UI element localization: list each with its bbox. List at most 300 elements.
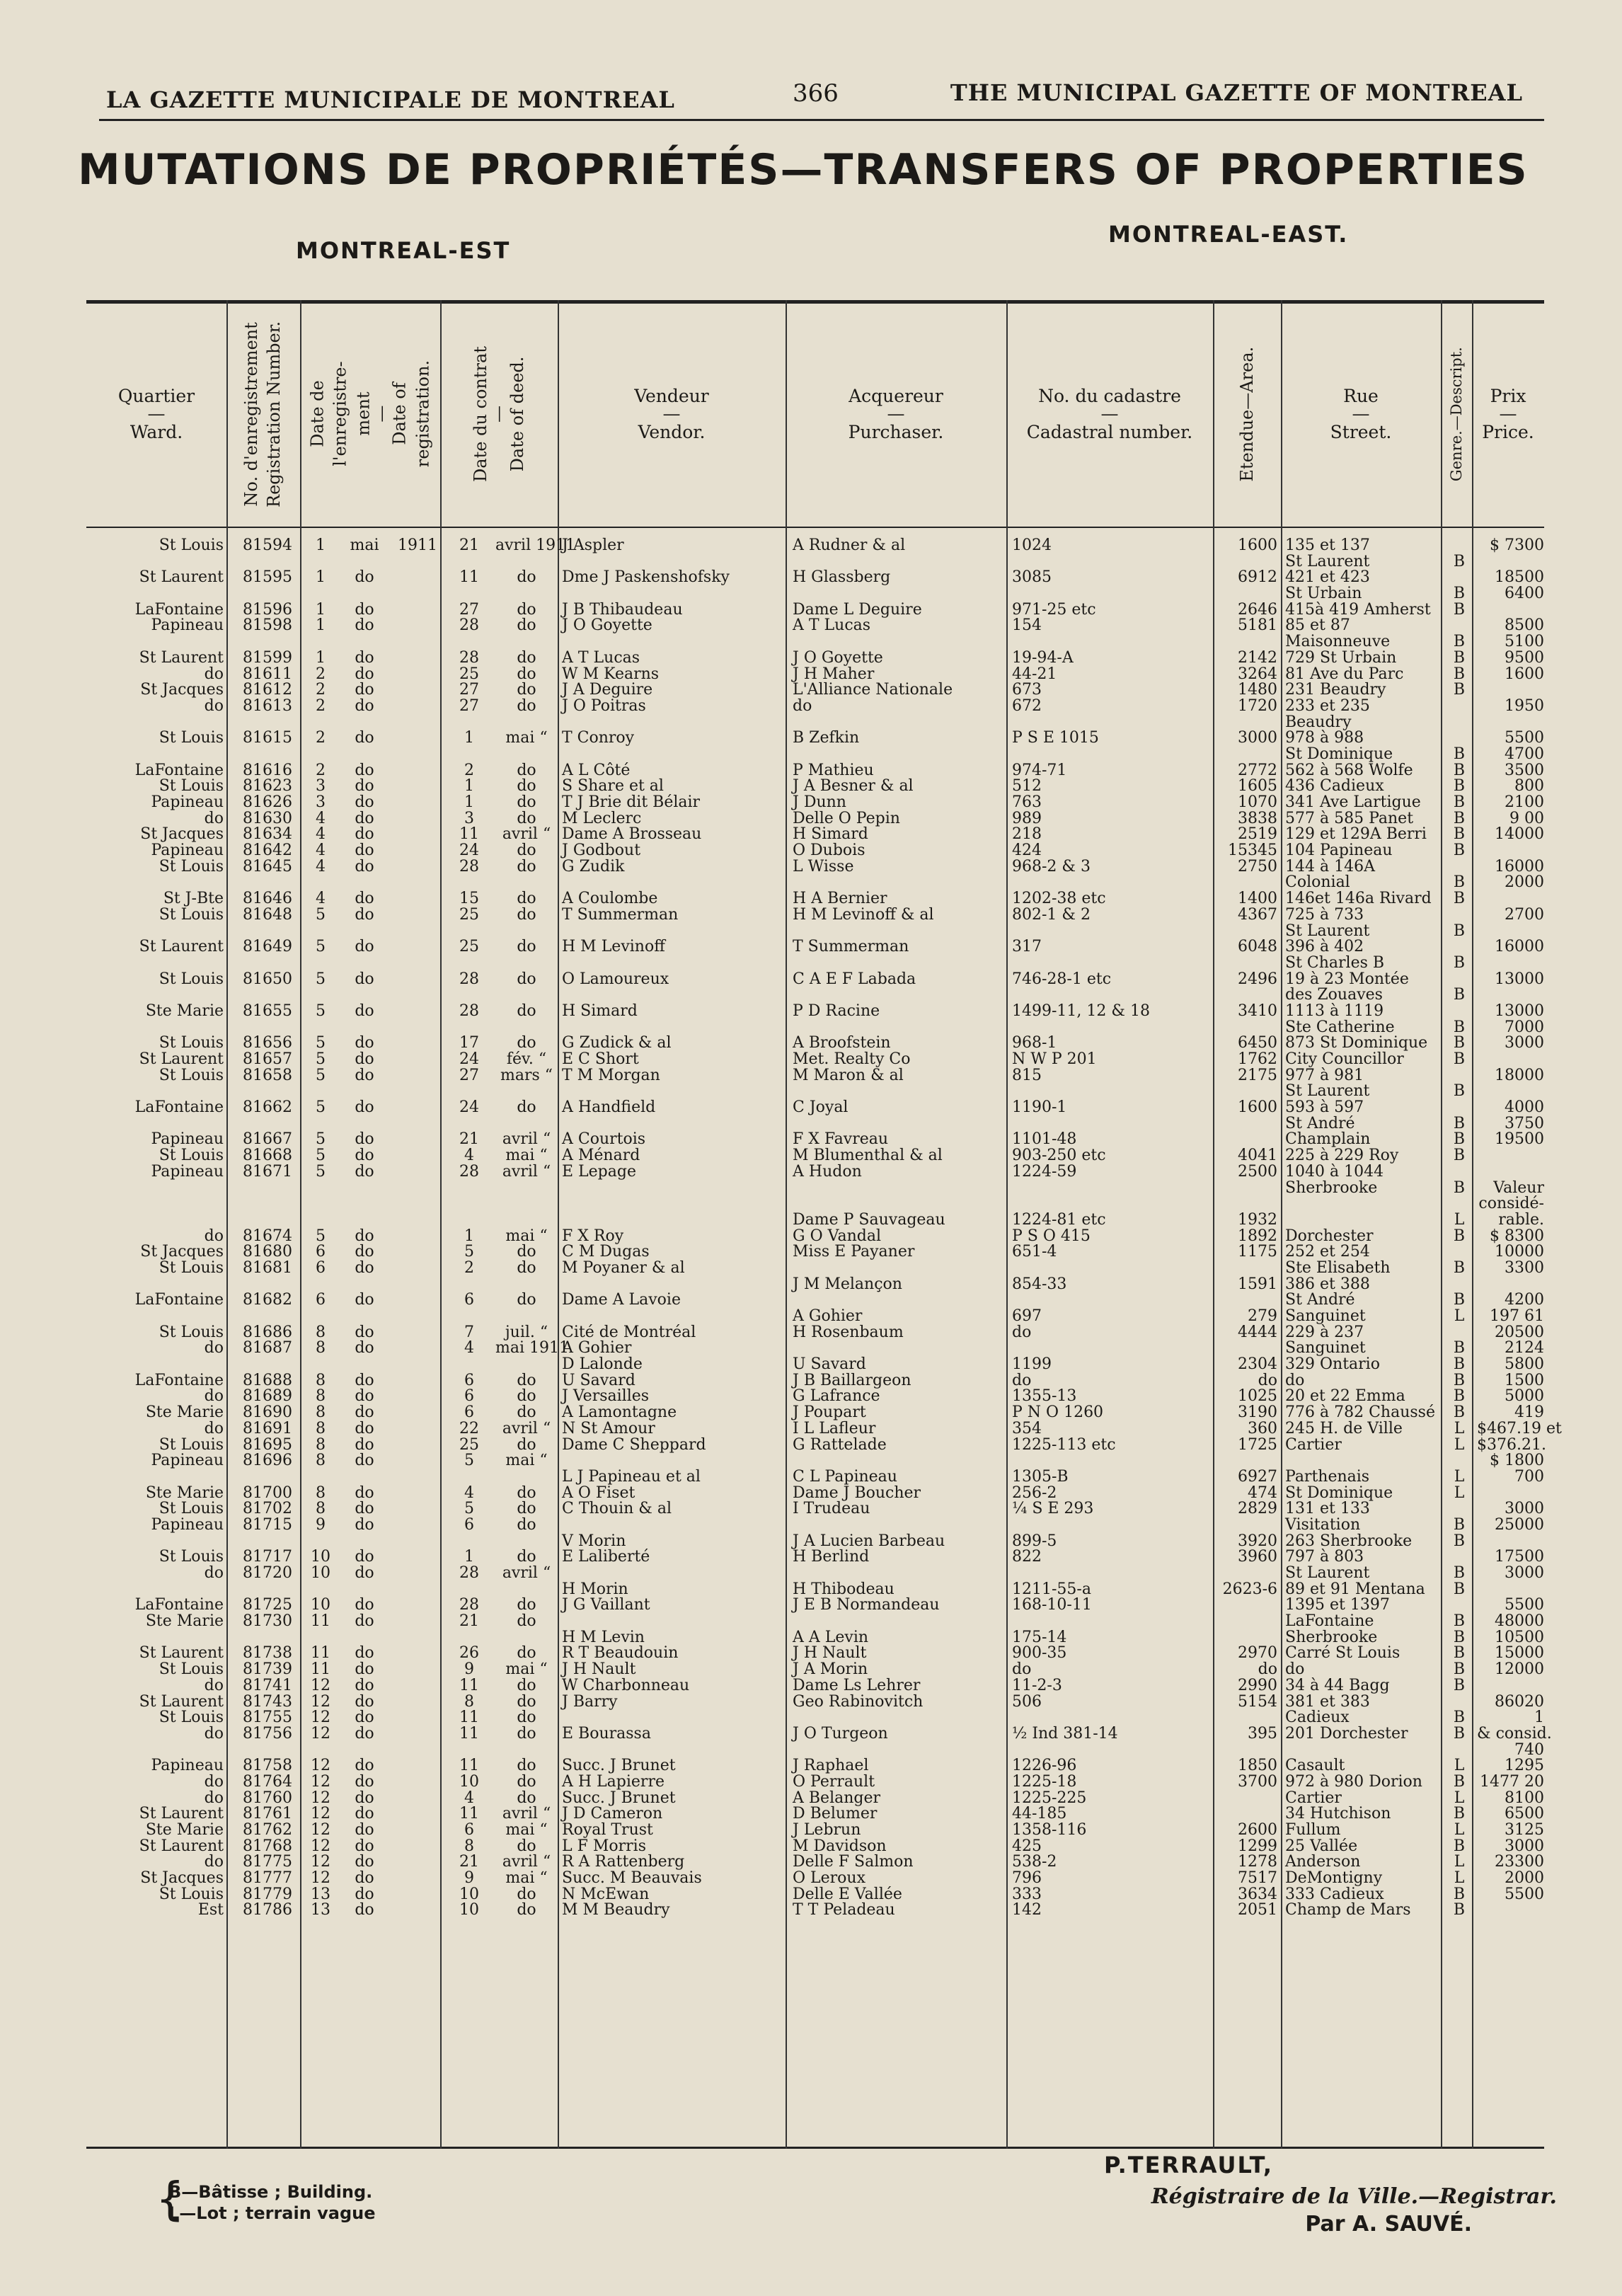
header-ward-en: Ward. (130, 422, 183, 442)
cell-genre: B (1453, 1371, 1466, 1389)
cell-street: Sanguinet (1285, 1339, 1366, 1357)
cell-deed-month: avril “ (502, 1564, 551, 1582)
cell-street: 797 à 803 (1285, 1548, 1364, 1566)
cell-genre: L (1454, 1419, 1465, 1437)
header-vendor (558, 306, 786, 522)
cell-deed-month: do (517, 809, 536, 827)
cell-street: 34 à 44 Bagg (1285, 1676, 1390, 1694)
cell-registration-month: do (355, 1339, 374, 1357)
cell-vendor: E Bourassa (562, 1724, 651, 1743)
cell-registration-number: 81760 (243, 1789, 292, 1807)
table-row (86, 586, 1544, 602)
cell-genre: L (1454, 1210, 1465, 1229)
cell-deed-day: 11 (459, 825, 479, 844)
cell-deed-day: 25 (459, 1435, 479, 1454)
cell-price: 16000 (1495, 857, 1544, 876)
cell-cadastral: 1202-38 etc (1012, 890, 1106, 908)
cell-ward: St J-Bte (163, 890, 224, 908)
cell-ward: St Laurent (139, 1050, 224, 1068)
cell-registration-month: do (355, 696, 374, 715)
cell-cadastral: 746-28-1 etc (1012, 970, 1112, 988)
table-row (86, 1501, 1544, 1517)
table-row (86, 682, 1544, 699)
cell-vendor: T Conroy (562, 729, 635, 747)
cell-vendor: N McEwan (562, 1885, 650, 1903)
cell-ward: do (204, 1419, 224, 1437)
cell-price: 5800 (1505, 1355, 1544, 1374)
cell-registration-day: 8 (316, 1404, 326, 1422)
cell-deed-day: 9 (464, 1869, 474, 1888)
cell-genre: B (1453, 777, 1466, 796)
cell-purchaser: A Broofstein (793, 1034, 891, 1052)
cell-street: 19 à 23 Montée (1285, 970, 1409, 988)
cell-deed-month: mai “ (505, 1227, 548, 1245)
cell-purchaser: P Mathieu (793, 761, 874, 779)
header-purchaser-en: Purchaser. (848, 422, 944, 442)
table-row (86, 1453, 1544, 1469)
cell-registration-number: 81611 (243, 665, 292, 683)
cell-price: 48000 (1495, 1612, 1544, 1631)
cell-deed-day: 5 (464, 1243, 474, 1261)
cell-vendor: A L Côté (562, 761, 631, 779)
cell-purchaser: C Joyal (793, 1098, 849, 1117)
cell-registration-number: 81777 (243, 1869, 292, 1888)
cell-registration-day: 8 (316, 1323, 326, 1341)
cell-price: 1 (1534, 1709, 1544, 1727)
cell-area: 2623-6 (1222, 1580, 1277, 1598)
cell-vendor: A Courtois (562, 1130, 646, 1149)
cell-deed-month: do (517, 600, 536, 619)
cell-cadastral: do (1012, 1323, 1032, 1341)
cell-cadastral: 822 (1012, 1548, 1042, 1566)
cell-vendor: T Summerman (562, 905, 679, 924)
cell-genre: B (1453, 1018, 1466, 1036)
cell-registration-day: 1 (316, 536, 326, 554)
table-row (86, 1357, 1544, 1373)
cell-area: 1720 (1238, 696, 1277, 715)
cell-registration-day: 2 (316, 761, 326, 779)
cell-price: 5500 (1505, 729, 1544, 747)
cell-purchaser: H Thibodeau (793, 1580, 895, 1598)
cell-street: Carré St Louis (1285, 1644, 1400, 1663)
cell-street: 233 et 235 (1285, 696, 1370, 715)
cell-deed-month: do (517, 1692, 536, 1711)
cell-deed-month: do (517, 616, 536, 635)
cell-street: do (1285, 1371, 1305, 1389)
table-row (86, 634, 1544, 650)
header-cadastral-fr: No. du cadastre (1038, 385, 1181, 406)
cell-price: $376.21. (1477, 1435, 1546, 1454)
cell-cadastral: 1358-116 (1012, 1821, 1087, 1839)
cell-price: 419 (1514, 1404, 1544, 1422)
cell-purchaser: J Raphael (793, 1757, 869, 1775)
cell-genre: B (1453, 1339, 1466, 1357)
cell-deed-day: 9 (464, 1660, 474, 1679)
cell-registration-month: do (355, 1419, 374, 1437)
cell-price: Valeur (1493, 1178, 1544, 1197)
cell-genre: B (1453, 1178, 1466, 1197)
cell-ward: St Louis (159, 1548, 224, 1566)
cell-cadastral: 651-4 (1012, 1243, 1057, 1261)
cell-street: St Laurent (1285, 552, 1370, 570)
table-row (86, 1902, 1544, 1919)
cell-cadastral: do (1012, 1660, 1032, 1679)
table-row (86, 1309, 1544, 1325)
cell-cadastral: 175-14 (1012, 1628, 1067, 1646)
cell-deed-month: do (517, 1772, 536, 1791)
cell-deed-month: do (517, 938, 536, 956)
cell-deed-month: do (517, 1500, 536, 1518)
table-row (86, 1469, 1544, 1486)
table-row (86, 1597, 1544, 1614)
cell-registration-number: 81681 (243, 1258, 292, 1277)
cell-registration-month: do (355, 809, 374, 827)
cell-registration-day: 2 (316, 729, 326, 747)
cell-registration-day: 12 (311, 1724, 330, 1743)
cell-registration-month: do (355, 1837, 374, 1855)
table-row (86, 907, 1544, 924)
cell-registration-day: 1 (316, 568, 326, 587)
cell-registration-day: 8 (316, 1452, 326, 1470)
cell-genre: B (1453, 842, 1466, 860)
cell-genre: B (1453, 1130, 1466, 1149)
cell-price: 800 (1514, 777, 1544, 796)
cell-deed-month: do (517, 696, 536, 715)
table-row (86, 1694, 1544, 1711)
cell-vendor: J Godbout (562, 842, 641, 860)
cell-registration-day: 8 (316, 1371, 326, 1389)
cell-purchaser: J E B Normandeau (793, 1596, 940, 1614)
cell-price: 740 (1514, 1740, 1544, 1759)
cell-registration-day: 8 (316, 1339, 326, 1357)
cell-registration-day: 1 (316, 648, 326, 667)
cell-deed-day: 7 (464, 1323, 474, 1341)
header-deed-date (440, 306, 558, 522)
cell-registration-day: 5 (316, 938, 326, 956)
header-street-dash: — (1352, 403, 1370, 424)
cell-area: 2175 (1238, 1066, 1277, 1084)
cell-registration-day: 12 (311, 1757, 330, 1775)
cell-street: Cartier (1285, 1435, 1342, 1454)
cell-ward: Ste Marie (145, 1404, 224, 1422)
header-street (1281, 306, 1441, 522)
cell-purchaser: H Rosenbaum (793, 1323, 904, 1341)
cell-area: 3700 (1238, 1772, 1277, 1791)
cell-price: $467.19 et (1477, 1419, 1562, 1437)
cell-registration-day: 4 (316, 890, 326, 908)
cell-registration-day: 10 (311, 1564, 330, 1582)
cell-price: $ 8300 (1490, 1227, 1544, 1245)
cell-street: Fullum (1285, 1821, 1341, 1839)
cell-genre: B (1453, 1644, 1466, 1663)
cell-street: Casault (1285, 1757, 1345, 1775)
cell-ward: Papineau (151, 1162, 224, 1181)
cell-ward: St Louis (159, 905, 224, 924)
header-purchaser-dash: — (887, 403, 905, 424)
cell-genre: B (1453, 665, 1466, 683)
header-vendor-fr: Vendeur (634, 385, 709, 406)
cell-street: 978 à 988 (1285, 729, 1364, 747)
cell-vendor: L F Morris (562, 1837, 646, 1855)
table-row (86, 891, 1544, 907)
cell-purchaser: Dame J Boucher (793, 1483, 921, 1502)
cell-genre: L (1454, 1821, 1465, 1839)
cell-deed-day: 1 (464, 729, 474, 747)
cell-genre: B (1453, 648, 1466, 667)
cell-purchaser: G Rattelade (793, 1435, 887, 1454)
cell-deed-day: 1 (464, 1548, 474, 1566)
header-rule (99, 119, 1544, 121)
cell-area: 2990 (1238, 1676, 1277, 1694)
cell-deed-day: 28 (459, 1001, 479, 1020)
cell-purchaser: Delle F Salmon (793, 1853, 914, 1871)
cell-deed-month: do (517, 1243, 536, 1261)
cell-registration-day: 8 (316, 1387, 326, 1406)
table-bottom-rule (86, 2147, 1544, 2149)
cell-registration-month: do (355, 1034, 374, 1052)
cell-cadastral: 796 (1012, 1869, 1042, 1888)
cell-deed-month: do (517, 1757, 536, 1775)
cell-area: do (1258, 1371, 1277, 1389)
cell-purchaser: L'Alliance Nationale (793, 681, 953, 699)
cell-registration-month: do (355, 1901, 374, 1919)
subtitle-english: MONTREAL-EAST. (1108, 221, 1349, 248)
cell-area: 2829 (1238, 1500, 1277, 1518)
cell-genre: B (1453, 585, 1466, 603)
cell-registration-day: 8 (316, 1500, 326, 1518)
cell-price: 5500 (1505, 1596, 1544, 1614)
cell-registration-number: 81741 (243, 1676, 292, 1694)
cell-price: 25000 (1495, 1515, 1544, 1534)
cell-registration-number: 81667 (243, 1130, 292, 1149)
cell-registration-number: 81646 (243, 890, 292, 908)
cell-ward: St Louis (159, 1258, 224, 1277)
cell-registration-number: 81689 (243, 1387, 292, 1406)
header-purchaser (786, 306, 1006, 522)
cell-ward: St Louis (159, 1500, 224, 1518)
cell-registration-month: do (355, 1243, 374, 1261)
cell-deed-day: 1 (464, 793, 474, 811)
legend-lot: L—Lot ; terrain vague (168, 2203, 376, 2223)
table-row (86, 1483, 1544, 1502)
cell-cadastral: 1226-96 (1012, 1757, 1077, 1775)
cell-registration-day: 12 (311, 1709, 330, 1727)
cell-registration-day: 9 (316, 1515, 326, 1534)
cell-vendor: Succ. J Brunet (562, 1789, 676, 1807)
header-street-en: Street. (1330, 422, 1392, 442)
table-row (86, 667, 1544, 683)
header-ward (86, 306, 226, 522)
table-row (86, 1325, 1544, 1341)
cell-registration-month: do (355, 1291, 374, 1309)
cell-ward: do (204, 696, 224, 715)
cell-vendor: Succ. M Beauvais (562, 1869, 702, 1888)
cell-registration-day: 12 (311, 1692, 330, 1711)
cell-genre: B (1453, 986, 1466, 1004)
cell-price: 3300 (1505, 1258, 1544, 1277)
cell-registration-month: do (355, 1227, 374, 1245)
cell-area: 3920 (1238, 1532, 1277, 1550)
cell-deed-month: do (517, 777, 536, 796)
cell-cadastral: 1190-1 (1012, 1098, 1067, 1117)
cell-street: 135 et 137 (1285, 536, 1370, 554)
cell-deed-day: 15 (459, 890, 479, 908)
cell-deed-day: 4 (464, 1147, 474, 1165)
cell-registration-month: do (355, 1387, 374, 1406)
cell-deed-month: do (517, 970, 536, 988)
cell-ward: Ste Marie (145, 1612, 224, 1631)
header-price-dash: — (1499, 403, 1517, 424)
cell-registration-month: do (355, 1612, 374, 1631)
cell-deed-month: do (517, 1901, 536, 1919)
cell-cadastral: 672 (1012, 696, 1042, 715)
cell-registration-number: 81715 (243, 1515, 292, 1534)
subtitle-french: MONTREAL-EST (296, 237, 511, 264)
cell-vendor: A Gohier (562, 1339, 632, 1357)
cell-vendor: J B Thibaudeau (562, 600, 683, 619)
table-row (86, 1373, 1544, 1389)
cell-purchaser: O Leroux (793, 1869, 865, 1888)
cell-ward: do (204, 1853, 224, 1871)
cell-genre: B (1453, 1772, 1466, 1791)
cell-area: 1932 (1238, 1210, 1277, 1229)
cell-registration-month: do (355, 1323, 374, 1341)
cell-cadastral: 1499-11, 12 & 18 (1012, 1001, 1150, 1020)
cell-street: 577 à 585 Panet (1285, 809, 1414, 827)
cell-purchaser: I L Lafleur (793, 1419, 876, 1437)
cell-purchaser: J A Besner & al (793, 777, 914, 796)
cell-street: 104 Papineau (1285, 842, 1393, 860)
cell-street: 131 et 133 (1285, 1500, 1370, 1518)
cell-street: 341 Ave Lartigue (1285, 793, 1421, 811)
cell-price: 18000 (1495, 1066, 1544, 1084)
cell-deed-month: avril “ (502, 1419, 551, 1437)
cell-registration-number: 81738 (243, 1644, 292, 1663)
cell-registration-number: 81662 (243, 1098, 292, 1117)
cell-deed-day: 11 (459, 1709, 479, 1727)
table-row (86, 763, 1544, 779)
cell-deed-day: 6 (464, 1371, 474, 1389)
table-row (86, 1614, 1544, 1630)
cell-cadastral: 424 (1012, 842, 1042, 860)
cell-ward: St Laurent (139, 1692, 224, 1711)
cell-registration-number: 81756 (243, 1724, 292, 1743)
table-row (86, 1001, 1544, 1020)
cell-deed-day: 10 (459, 1772, 479, 1791)
cell-purchaser: G O Vandal (793, 1227, 881, 1245)
cell-vendor: J O Goyette (562, 616, 652, 635)
cell-cadastral: 971-25 etc (1012, 600, 1096, 619)
cell-vendor: Dame A Brosseau (562, 825, 702, 844)
cell-registration-day: 12 (311, 1789, 330, 1807)
cell-price: 5100 (1505, 633, 1544, 651)
cell-registration-number: 81623 (243, 777, 292, 796)
cell-price: 4200 (1505, 1291, 1544, 1309)
cell-registration-month: do (355, 1098, 374, 1117)
cell-street: St Urbain (1285, 585, 1362, 603)
cell-registration-month: do (355, 665, 374, 683)
table-row (86, 1534, 1544, 1550)
cell-price: 3750 (1505, 1114, 1544, 1132)
cell-price: 10500 (1495, 1628, 1544, 1646)
table-row (86, 1724, 1552, 1743)
cell-deed-month: do (517, 905, 536, 924)
cell-area: 2142 (1238, 648, 1277, 667)
cell-deed-month: do (517, 1676, 536, 1694)
cell-cadastral: 11-2-3 (1012, 1676, 1062, 1694)
cell-deed-day: 27 (459, 1066, 479, 1084)
cell-price: 16000 (1495, 938, 1544, 956)
cell-registration-number: 81649 (243, 938, 292, 956)
header-deeddate-en: Date of deed. (507, 356, 527, 472)
cell-registration-number: 81671 (243, 1162, 292, 1181)
cell-area: 1725 (1238, 1435, 1277, 1454)
cell-registration-number: 81650 (243, 970, 292, 988)
cell-registration-day: 2 (316, 665, 326, 683)
cell-price: 6500 (1505, 1805, 1544, 1823)
cell-vendor: O Lamoureux (562, 970, 669, 988)
cell-price: 19500 (1495, 1130, 1544, 1149)
cell-purchaser: B Zefkin (793, 729, 860, 747)
cell-area: 1892 (1238, 1227, 1277, 1245)
cell-price: 18500 (1495, 568, 1544, 587)
table-row (86, 1084, 1544, 1100)
cell-cadastral: 1224-81 etc (1012, 1210, 1106, 1229)
cell-price: $ 1800 (1490, 1452, 1544, 1470)
header-purchaser-fr: Acquereur (849, 385, 943, 406)
cell-registration-number: 81758 (243, 1757, 292, 1775)
table-row (86, 650, 1544, 667)
cell-genre: B (1453, 633, 1466, 651)
cell-purchaser: Geo Rabinovitch (793, 1692, 924, 1711)
cell-deed-day: 21 (459, 1853, 479, 1871)
signature-block (1104, 2152, 1557, 2237)
cell-area: 1480 (1238, 681, 1277, 699)
cell-deed-month: avril “ (502, 1162, 551, 1181)
cell-genre: B (1453, 681, 1466, 699)
cell-price: 1500 (1505, 1371, 1544, 1389)
cell-registration-day: 4 (316, 842, 326, 860)
cell-registration-number: 81688 (243, 1371, 292, 1389)
cell-vendor: M Leclerc (562, 809, 642, 827)
running-head (106, 79, 1523, 115)
cell-genre: B (1453, 745, 1466, 763)
cell-cadastral: 989 (1012, 809, 1042, 827)
cell-deed-day: 3 (464, 809, 474, 827)
cell-cadastral: 3085 (1012, 568, 1052, 587)
cell-registration-month: do (355, 1564, 374, 1582)
cell-street: St Dominique (1285, 1483, 1393, 1502)
table-top-rule (86, 300, 1544, 304)
table-row (86, 1758, 1544, 1774)
cell-purchaser: J A Lucien Barbeau (793, 1532, 945, 1550)
cell-deed-month: do (517, 761, 536, 779)
cell-vendor: J D Cameron (562, 1805, 663, 1823)
cell-genre: B (1453, 1034, 1466, 1052)
cell-ward: do (204, 1724, 224, 1743)
cell-purchaser: L Wisse (793, 857, 854, 876)
cell-registration-number: 81596 (243, 600, 292, 619)
table-row (86, 1196, 1544, 1212)
cell-area: 5181 (1238, 616, 1277, 635)
cell-cadastral: 1225-225 (1012, 1789, 1087, 1807)
cell-ward: St Laurent (139, 1644, 224, 1663)
cell-purchaser: J Poupart (793, 1404, 866, 1422)
cell-registration-day: 3 (316, 777, 326, 796)
table-row (86, 1549, 1544, 1566)
cell-deed-day: 4 (464, 1339, 474, 1357)
cell-purchaser: C A E F Labada (793, 970, 916, 988)
